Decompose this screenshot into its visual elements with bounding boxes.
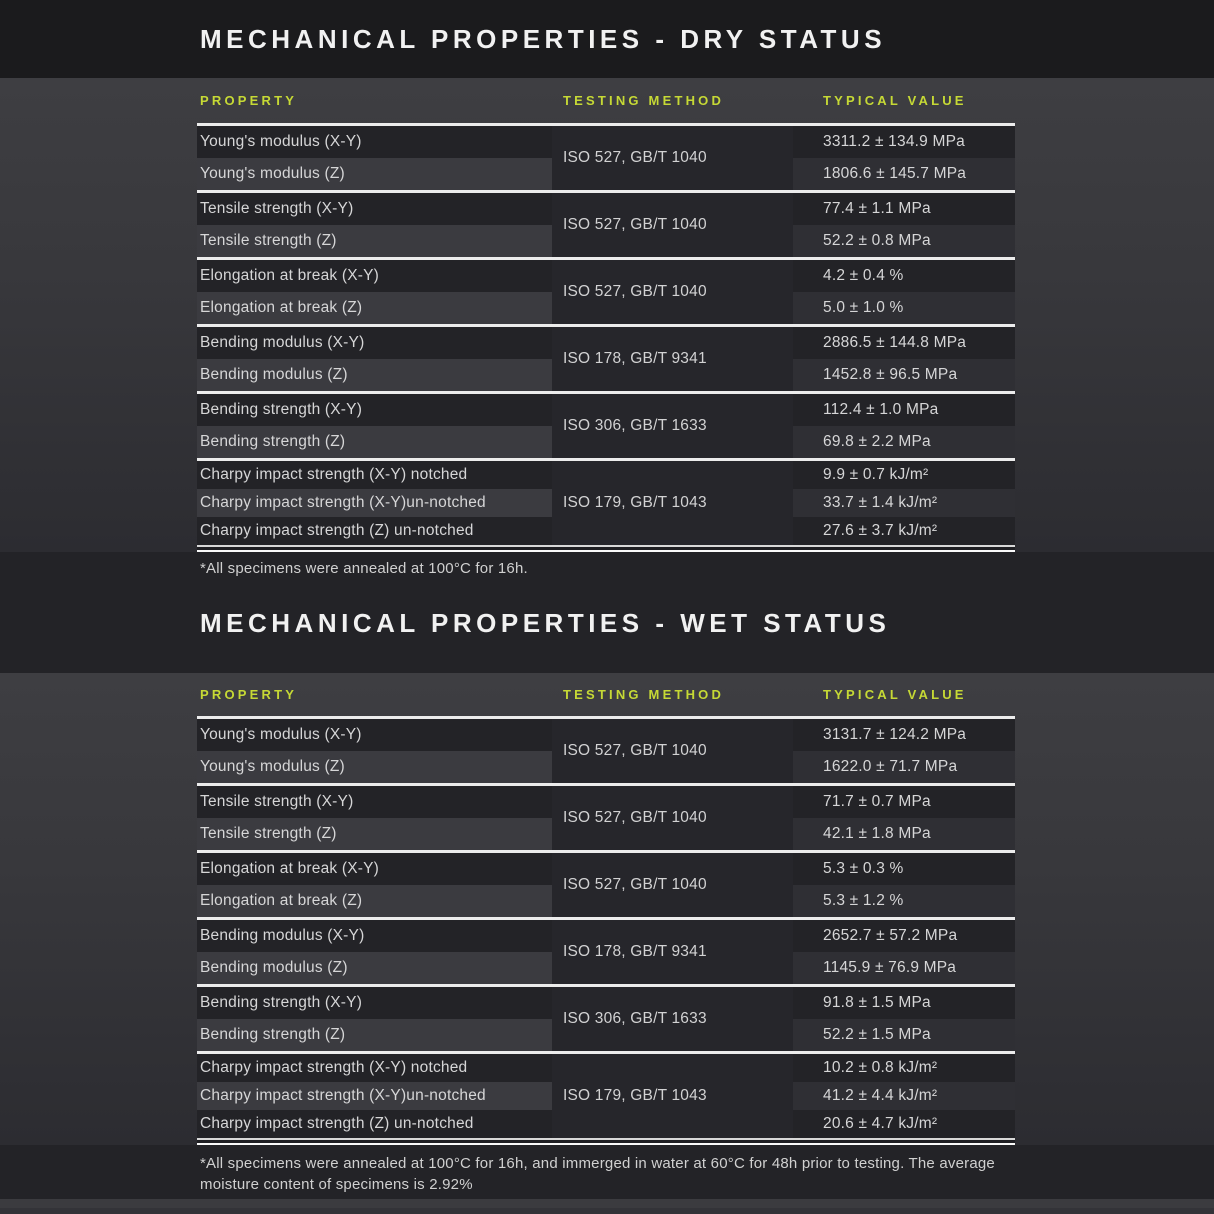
property-cell: Tensile strength (Z)	[197, 225, 552, 257]
method-cell: ISO 527, GB/T 1040	[552, 126, 793, 190]
value-cell: 52.2 ± 0.8 MPa	[793, 225, 1015, 257]
method-cell: ISO 178, GB/T 9341	[552, 327, 793, 391]
value-cell: 112.4 ± 1.0 MPa	[823, 401, 939, 418]
table-row-group-bending-modulus	[197, 920, 1015, 987]
property-cell: Elongation at break (X-Y)	[200, 267, 380, 284]
dry-section-title: MECHANICAL PROPERTIES - DRY STATUS	[200, 23, 887, 54]
value-cell: 1622.0 ± 71.7 MPa	[793, 751, 1015, 783]
column-header-typical-value: TYPICAL VALUE	[823, 93, 967, 108]
mid-dark-band	[0, 552, 1214, 673]
table-row-group-youngs-modulus	[197, 126, 1015, 193]
dry-table	[197, 78, 1015, 545]
table-row-group-tensile-strength	[197, 193, 1015, 260]
property-cell: Young's modulus (X-Y)	[200, 133, 362, 150]
wet-table-header-row	[197, 673, 1015, 719]
property-cell: Charpy impact strength (X-Y) notched	[200, 1059, 468, 1076]
value-cell: 3131.7 ± 124.2 MPa	[823, 726, 967, 743]
property-cell: Tensile strength (Z)	[197, 818, 552, 850]
top-title-bar	[0, 0, 1214, 78]
table-row-group-bending-modulus	[197, 327, 1015, 394]
bottom-dark-band	[0, 1145, 1214, 1199]
column-header-testing-method: TESTING METHOD	[563, 93, 725, 108]
table-row-group-bending-strength	[197, 987, 1015, 1054]
method-cell: ISO 527, GB/T 1040	[552, 719, 793, 783]
column-header-typical-value: TYPICAL VALUE	[823, 687, 967, 702]
method-cell: ISO 527, GB/T 1040	[552, 260, 793, 324]
column-header-testing-method: TESTING METHOD	[563, 687, 725, 702]
column-header-property: PROPERTY	[200, 687, 298, 702]
property-cell: Bending modulus (Z)	[197, 359, 552, 391]
property-cell: Charpy impact strength (X-Y)un-notched	[197, 1082, 552, 1110]
property-cell: Charpy impact strength (Z) un-notched	[200, 1115, 474, 1132]
property-cell: Charpy impact strength (X-Y) notched	[200, 466, 468, 483]
page-bottom-strip	[0, 1199, 1214, 1208]
dry-table-header-row	[197, 78, 1015, 126]
value-cell: 77.4 ± 1.1 MPa	[823, 200, 931, 217]
value-cell: 91.8 ± 1.5 MPa	[823, 994, 931, 1011]
table-row-group-charpy	[197, 1054, 1015, 1138]
wet-table	[197, 673, 1015, 1138]
property-cell: Tensile strength (X-Y)	[200, 200, 354, 217]
value-cell: 52.2 ± 1.5 MPa	[793, 1019, 1015, 1051]
method-cell: ISO 306, GB/T 1633	[552, 394, 793, 458]
property-cell: Young's modulus (Z)	[197, 751, 552, 783]
property-cell: Young's modulus (Z)	[197, 158, 552, 190]
method-cell: ISO 527, GB/T 1040	[552, 193, 793, 257]
value-cell: 1145.9 ± 76.9 MPa	[793, 952, 1015, 984]
method-cell: ISO 178, GB/T 9341	[552, 920, 793, 984]
property-cell: Bending strength (X-Y)	[200, 994, 363, 1011]
property-cell: Bending modulus (X-Y)	[200, 334, 365, 351]
value-cell: 1806.6 ± 145.7 MPa	[793, 158, 1015, 190]
value-cell: 5.3 ± 1.2 %	[793, 885, 1015, 917]
value-cell: 69.8 ± 2.2 MPa	[793, 426, 1015, 458]
table-row-group-elongation	[197, 260, 1015, 327]
value-cell: 9.9 ± 0.7 kJ/m²	[823, 466, 929, 483]
value-cell: 33.7 ± 1.4 kJ/m²	[793, 489, 1015, 517]
value-cell: 71.7 ± 0.7 MPa	[823, 793, 931, 810]
value-cell: 27.6 ± 3.7 kJ/m²	[823, 522, 938, 539]
table-row-group-bending-strength	[197, 394, 1015, 461]
property-cell: Charpy impact strength (Z) un-notched	[200, 522, 474, 539]
value-cell: 20.6 ± 4.7 kJ/m²	[823, 1115, 938, 1132]
property-cell: Young's modulus (X-Y)	[200, 726, 362, 743]
method-cell: ISO 527, GB/T 1040	[552, 853, 793, 917]
dry-table-section	[0, 78, 1214, 552]
wet-table-section	[0, 673, 1214, 1145]
table-row-group-elongation	[197, 853, 1015, 920]
value-cell: 10.2 ± 0.8 kJ/m²	[823, 1059, 938, 1076]
property-cell: Elongation at break (X-Y)	[200, 860, 380, 877]
table-row-group-tensile-strength	[197, 786, 1015, 853]
property-cell: Bending modulus (Z)	[197, 952, 552, 984]
property-cell: Elongation at break (Z)	[197, 885, 552, 917]
value-cell: 2886.5 ± 144.8 MPa	[823, 334, 967, 351]
value-cell: 41.2 ± 4.4 kJ/m²	[793, 1082, 1015, 1110]
property-cell: Bending strength (Z)	[197, 1019, 552, 1051]
property-cell: Elongation at break (Z)	[197, 292, 552, 324]
value-cell: 2652.7 ± 57.2 MPa	[823, 927, 958, 944]
value-cell: 4.2 ± 0.4 %	[823, 267, 904, 284]
method-cell: ISO 527, GB/T 1040	[552, 786, 793, 850]
wet-section-title: MECHANICAL PROPERTIES - WET STATUS	[200, 608, 891, 638]
property-cell: Tensile strength (X-Y)	[200, 793, 354, 810]
value-cell: 42.1 ± 1.8 MPa	[793, 818, 1015, 850]
table-bottom-divider	[197, 1138, 1015, 1145]
wet-footnote: *All specimens were annealed at 100°C for 16h, and immerged in water at 60°C for 48h prior to testing. The average moisture content of specimens is 2.92%	[200, 1155, 995, 1193]
property-cell: Bending strength (X-Y)	[200, 401, 363, 418]
table-row-group-charpy	[197, 461, 1015, 545]
property-cell: Bending modulus (X-Y)	[200, 927, 365, 944]
table-row-group-youngs-modulus	[197, 719, 1015, 786]
column-header-property: PROPERTY	[200, 93, 298, 108]
value-cell: 1452.8 ± 96.5 MPa	[793, 359, 1015, 391]
property-cell: Bending strength (Z)	[197, 426, 552, 458]
method-cell: ISO 306, GB/T 1633	[552, 987, 793, 1051]
property-cell: Charpy impact strength (X-Y)un-notched	[197, 489, 552, 517]
dry-footnote: *All specimens were annealed at 100°C for 16h.	[200, 560, 528, 577]
value-cell: 5.3 ± 0.3 %	[823, 860, 904, 877]
value-cell: 5.0 ± 1.0 %	[793, 292, 1015, 324]
table-bottom-divider	[197, 545, 1015, 552]
value-cell: 3311.2 ± 134.9 MPa	[823, 133, 965, 150]
method-cell: ISO 179, GB/T 1043	[552, 461, 793, 545]
method-cell: ISO 179, GB/T 1043	[552, 1054, 793, 1138]
